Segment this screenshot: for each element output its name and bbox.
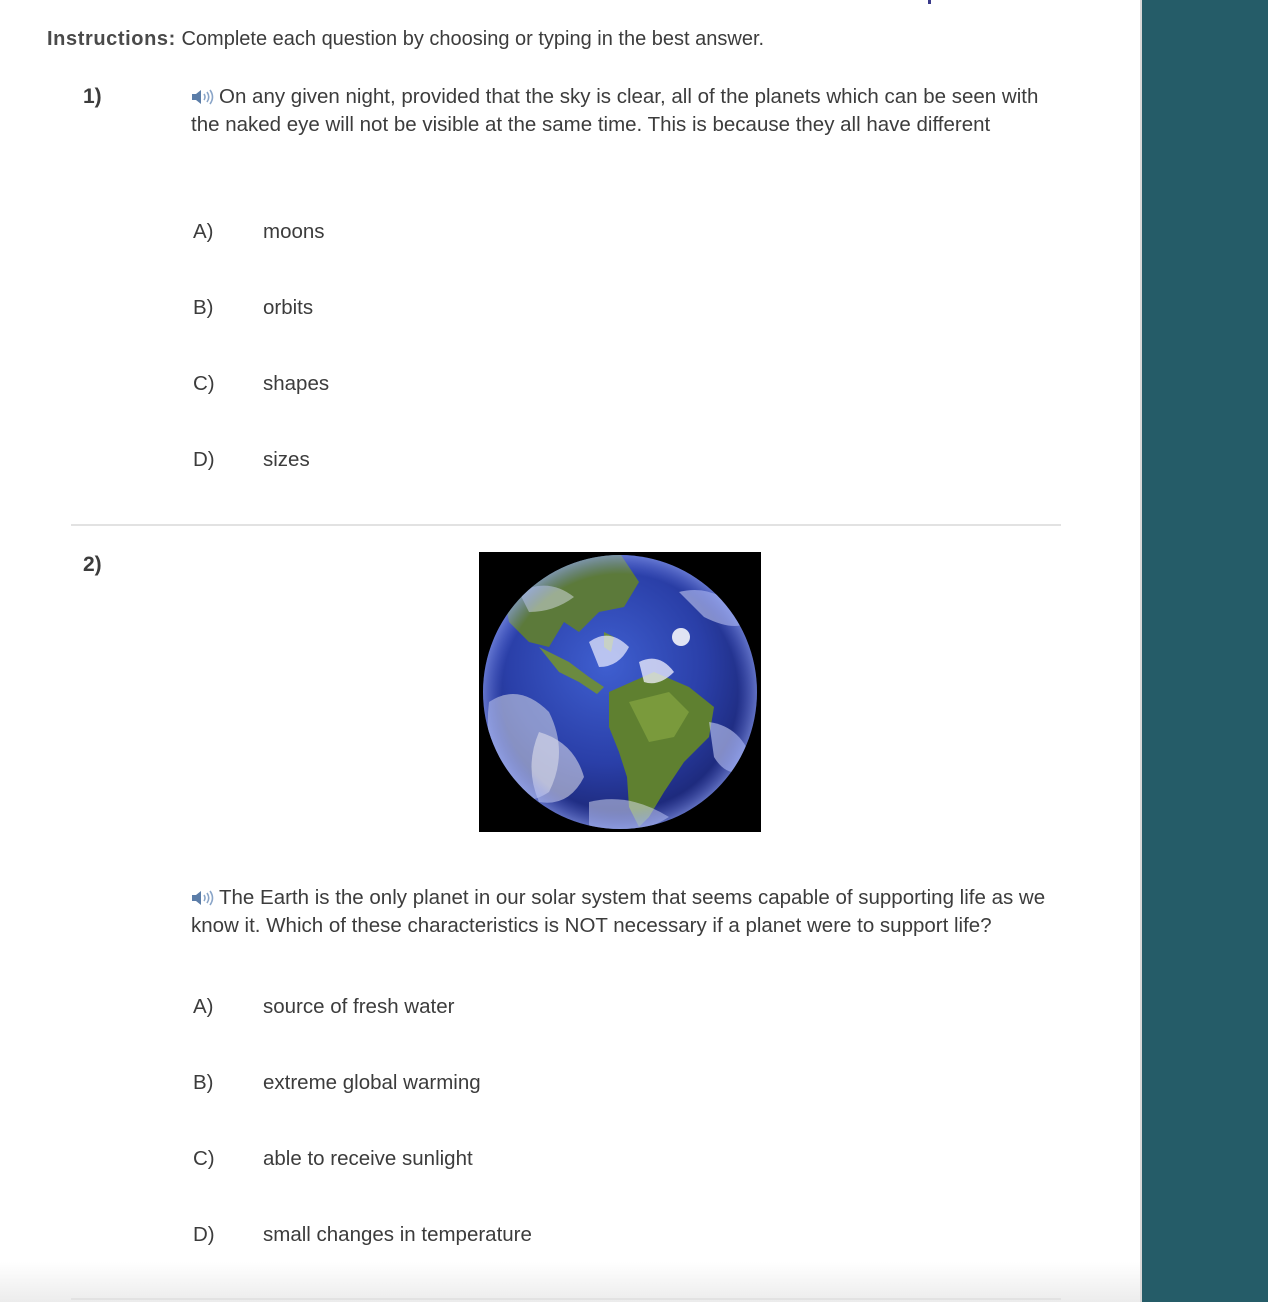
choice-text: shapes — [263, 372, 330, 395]
choice-text: orbits — [263, 296, 314, 319]
choice-text: moons — [263, 220, 325, 243]
question-1-choice-a[interactable] — [193, 220, 325, 250]
earth-image — [479, 552, 761, 832]
choice-letter: A) — [193, 220, 214, 243]
choice-letter: D) — [193, 448, 215, 471]
speaker-icon[interactable] — [191, 887, 215, 913]
choice-text: extreme global warming — [263, 1071, 481, 1094]
question-divider — [71, 1298, 1061, 1300]
question-2-choice-b[interactable] — [193, 1071, 481, 1101]
choice-text: able to receive sunlight — [263, 1147, 473, 1170]
instructions — [47, 28, 764, 51]
top-scroll-mark — [928, 0, 931, 4]
question-2-choice-d[interactable] — [193, 1223, 532, 1253]
question-1-text-block — [191, 84, 1051, 138]
choice-letter: D) — [193, 1223, 215, 1246]
choice-letter: B) — [193, 296, 214, 319]
instructions-label: Instructions: — [47, 28, 176, 50]
question-2-text: The Earth is the only planet in our solar system that seems capable of supporting life as we know it. Which of these characteristics is NOT necessary if a planet were to support life? — [191, 886, 1046, 937]
choice-letter: C) — [193, 372, 215, 395]
question-1-text: On any given night, provided that the sky is clear, all of the planets which can be seen with the naked eye will not be visible at the same time. This is because they all have different — [191, 85, 1039, 136]
question-2-number: 2) — [83, 553, 102, 576]
speaker-icon[interactable] — [191, 86, 215, 112]
question-2-text-block — [191, 885, 1051, 939]
choice-letter: C) — [193, 1147, 215, 1170]
question-2-choice-c[interactable] — [193, 1147, 473, 1177]
choice-letter: A) — [193, 995, 214, 1018]
question-1-number: 1) — [83, 85, 102, 108]
right-sidebar-panel — [1140, 0, 1268, 1302]
question-2-choice-a[interactable] — [193, 995, 454, 1025]
choice-letter: B) — [193, 1071, 214, 1094]
instructions-text: Complete each question by choosing or typing in the best answer. — [181, 28, 765, 50]
question-divider — [71, 524, 1061, 526]
bottom-fade — [0, 1262, 1140, 1302]
choice-text: source of fresh water — [263, 995, 455, 1018]
question-1-choice-c[interactable] — [193, 372, 329, 402]
choice-text: small changes in temperature — [263, 1223, 532, 1246]
question-1-choice-b[interactable] — [193, 296, 313, 326]
question-1-choice-d[interactable] — [193, 448, 310, 478]
choice-text: sizes — [263, 448, 310, 471]
